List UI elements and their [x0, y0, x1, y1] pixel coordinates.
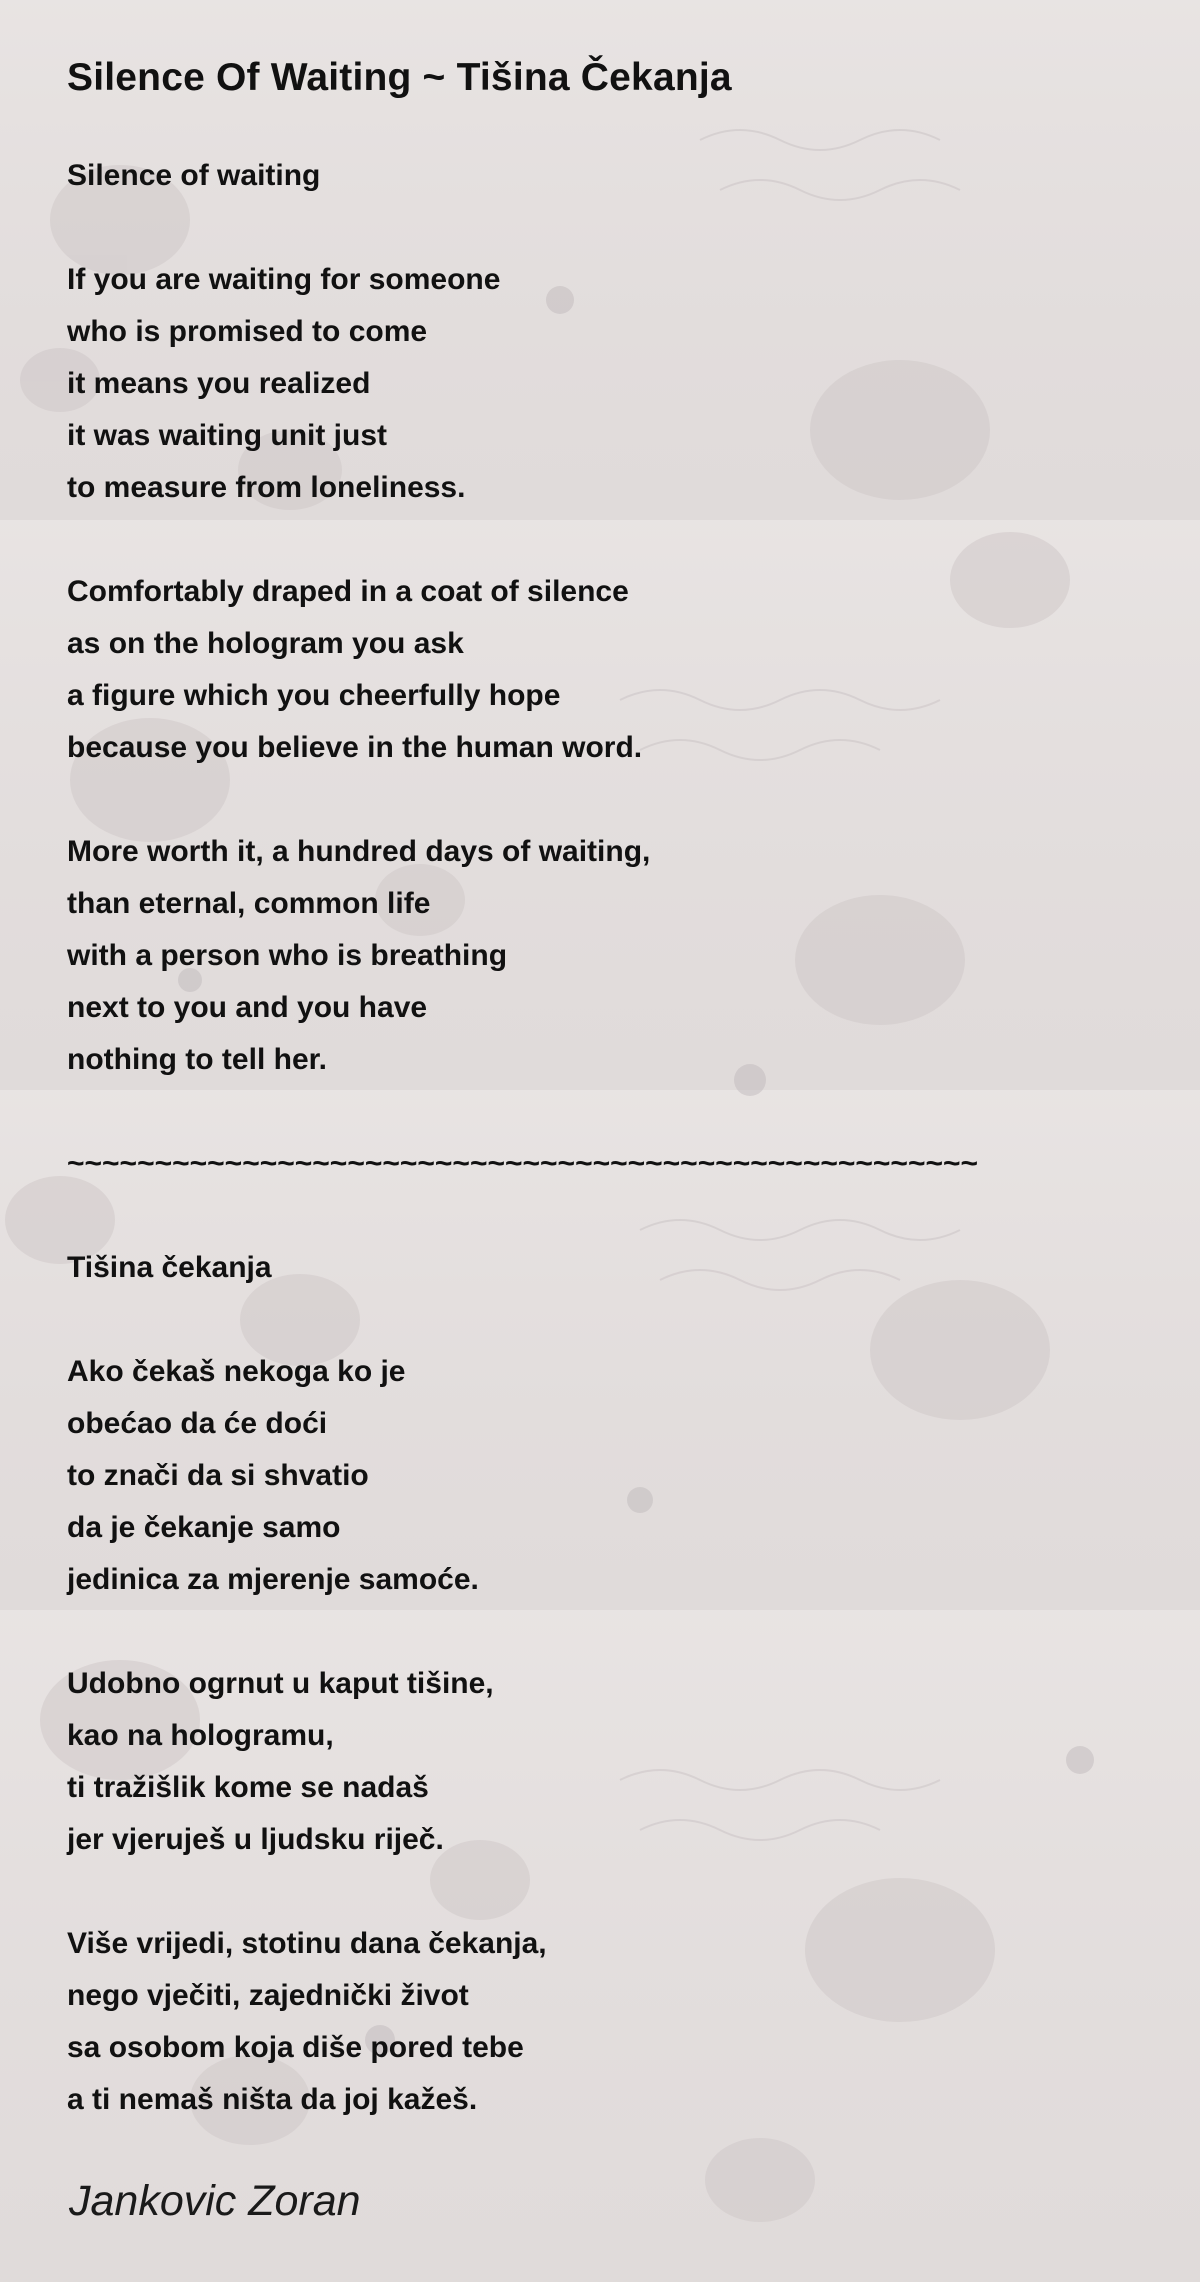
poem-line: it was waiting unit just: [67, 419, 388, 452]
stanza-break: [67, 514, 1127, 566]
poem-line: it means you realized: [67, 367, 371, 400]
poem-body: [67, 150, 1127, 2126]
poem-line: More worth it, a hundred days of waiting,: [67, 835, 651, 868]
poem-line: because you believe in the human word.: [67, 731, 643, 764]
poem-line: Više vrijedi, stotinu dana čekanja,: [67, 1927, 547, 1960]
poem-author: Jankovic Zoran: [69, 2177, 361, 2225]
poem-line: a figure which you cheerfully hope: [67, 679, 561, 712]
poem-line: Silence of waiting: [67, 159, 321, 192]
poem-container: [67, 48, 1127, 2126]
poem-line: kao na hologramu,: [67, 1719, 334, 1752]
poem-line: nego vječiti, zajednički život: [67, 1979, 469, 2012]
poem-line: obećao da će doći: [67, 1407, 328, 1440]
poem-line: than eternal, common life: [67, 887, 431, 920]
stanza-break: [67, 1190, 1127, 1242]
poem-line: next to you and you have: [67, 991, 428, 1024]
poem-line: Ako čekaš nekoga ko je: [67, 1355, 406, 1388]
stanza-break: [67, 1294, 1127, 1346]
poem-line: to znači da si shvatio: [67, 1459, 369, 1492]
poem-line: Tišina čekanja: [67, 1251, 272, 1284]
stanza-break: [67, 774, 1127, 826]
poem-line: who is promised to come: [67, 315, 428, 348]
poem-line: to measure from loneliness.: [67, 471, 466, 504]
poem-line: Udobno ogrnut u kaput tišine,: [67, 1667, 494, 1700]
poem-line: da je čekanje samo: [67, 1511, 341, 1544]
poem-line: as on the hologram you ask: [67, 627, 464, 660]
poem-line: Comfortably draped in a coat of silence: [67, 575, 629, 608]
poem-line: sa osobom koja diše pored tebe: [67, 2031, 524, 2064]
poem-line: with a person who is breathing: [67, 939, 508, 972]
poem-line: ti tražišlik kome se nadaš: [67, 1771, 429, 1804]
poem-line: nothing to tell her.: [67, 1043, 327, 1076]
stanza-break: [67, 1606, 1127, 1658]
poem-title: Silence Of Waiting ~ Tišina Čekanja: [67, 56, 732, 99]
stanza-break: [67, 1866, 1127, 1918]
stanza-break: [67, 1086, 1127, 1138]
poem-line: jer vjeruješ u ljudsku riječ.: [67, 1823, 444, 1856]
poem-line: a ti nemaš ništa da joj kažeš.: [67, 2083, 478, 2116]
poem-line: jedinica za mjerenje samoće.: [67, 1563, 479, 1596]
stanza-break: [67, 202, 1127, 254]
poem-line: ~~~~~~~~~~~~~~~~~~~~~~~~~~~~~~~~~~~~~~~~~~~~~~~~~~~~: [67, 1147, 979, 1180]
poem-line: If you are waiting for someone: [67, 263, 501, 296]
